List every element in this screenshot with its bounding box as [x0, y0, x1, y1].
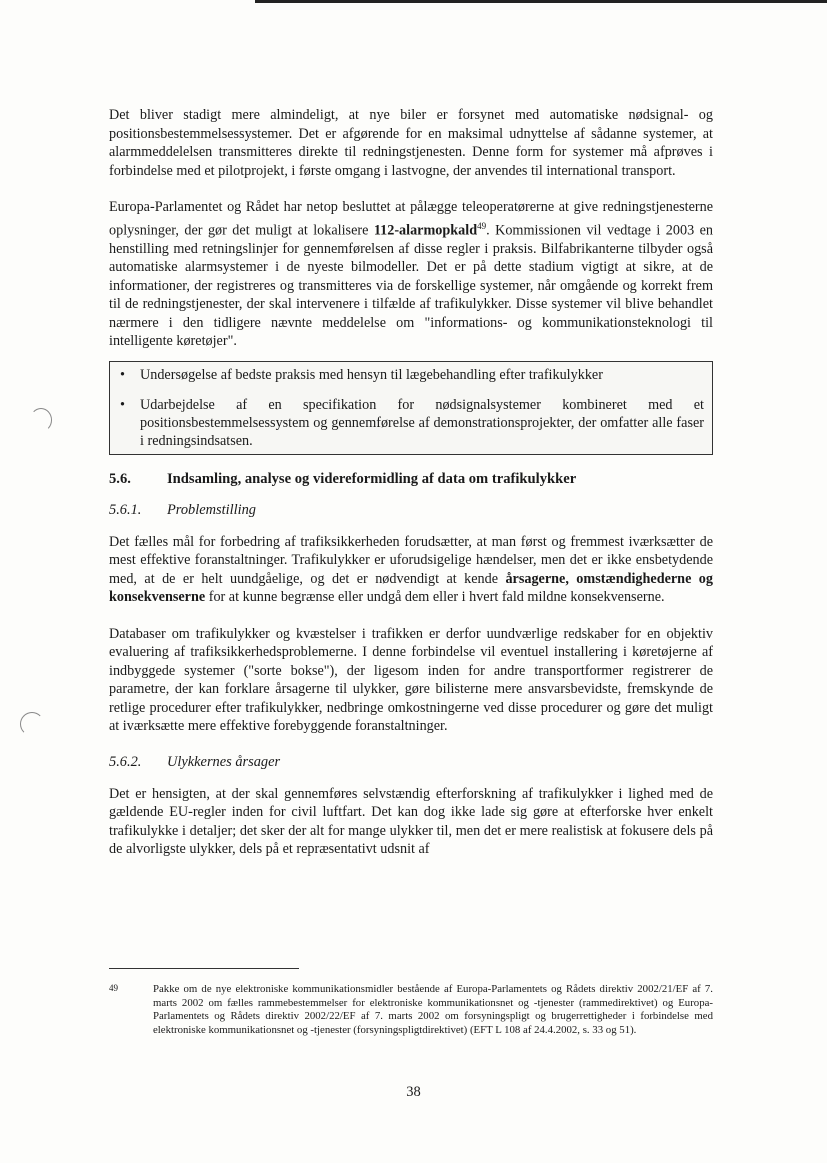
- action-item-1: [120, 366, 704, 384]
- footnote-text: Pakke om de nye elektroniske kommunikationsmidler bestående af Europa-Parlamentets og Rådets direktiv 2002/21/EF af 7. marts 2002 om fælles rammebestemmelser for elektroniske kommunikationsnet og -tjenester (rammedirektivet) og Europa-Parlamentets og Rådets direktiv 2002/22/EF af 7. marts 2002 om forsyningspligt og brugerrettigheder i forbindelse med elektroniske kommunikationsnet og -tjenester (forsyningspligtdirektivet) (EFT L 108 af 24.4.2002, s. 33 og 51).: [153, 983, 713, 1036]
- subsection-number: 5.6.2.: [109, 753, 142, 770]
- paragraph-5: Det er hensigten, at der skal gennemføres selvstændig efterforskning af trafikulykker i lighed med de gældende EU-regler inden for civil luftfart. Det kan dog ikke lade sig gøre at efterforske hver enkelt trafikulykke i detaljer; det sker der alt for mange ulykker til, men det er mere realistisk at fokusere dels på de alvorligste ulykker, dels på et repræsentativt udsnit af: [109, 785, 713, 858]
- bullet-1: •: [120, 366, 125, 383]
- causes-term: årsagerne, omstændighederne og konsekvenserne: [109, 570, 713, 606]
- action-box: [109, 361, 713, 455]
- footnote-separator: [109, 968, 299, 969]
- section-title: Indsamling, analyse og videreformidling af data om trafikulykker: [167, 470, 577, 487]
- subsection-title: Problemstilling: [167, 501, 257, 518]
- bullet-2: •: [120, 396, 125, 413]
- action-item-1-text: Undersøgelse af bedste praksis med hensyn til lægebehandling efter trafikulykker: [140, 366, 603, 383]
- subsection-heading-5-6-2: [109, 754, 713, 771]
- action-item-2-text: Udarbejdelse af en specifikation for nødsignalsystemer kombineret med et positionsbestemmelsessystem og gennemførelse af demonstrationsprojekter, der omfatter alle faser i redningsindsatsen.: [140, 396, 704, 449]
- subsection-number: 5.6.1.: [109, 501, 142, 518]
- paragraph-2-start: Europa-Parlamentet og Rådet har netop besluttet at pålægge teleoperatørerne at give redningstjenesterne oplysninger, der gør det muligt at lokalisere: [109, 199, 713, 239]
- section-heading-5-6: [109, 471, 713, 488]
- paragraph-2-end: . Kommissionen vil vedtage i 2003 en henstilling med retningslinjer for gennemførelsen af disse regler i praksis. Bilfabrikanterne tilbyder også automatiske alarmsystemer i de nyeste bilmodeller. Det er på dette stadium vigtigt at sikre, at de informationer, der registreres og transmitteres via de forskellige systemer, når omgående og korrekt frem til de redningstjenester, der skal intervenere i tilfælde af trafikulykker. Disse systemer vil blive behandlet nærmere i den tidligere nævnte meddelelse om "informations- og kommunikationsteknologi til intelligente køretøjer".: [109, 222, 713, 350]
- scan-mark-1: [30, 408, 52, 432]
- paragraph-1: Det bliver stadigt mere almindeligt, at nye biler er forsynet med automatiske nødsignal- og positionsbestemmelsessystemer. Det er afgørende for en maksimal udnyttelse af sådanne systemer, at alarmmeddelelsen transmitteres direkte til redningstjenesten. Denne form for systemer må afprøves i forbindelse med et pilotprojekt, i første omgang i lastvogne, der anvendes til international transport.: [109, 107, 713, 179]
- scan-mark-2: [20, 712, 44, 736]
- footnote-49: [109, 983, 713, 1037]
- footnote-ref-49: 49: [477, 220, 487, 231]
- page-number: 38: [406, 1084, 421, 1100]
- paragraph-2: [109, 198, 713, 351]
- paragraph-3: [109, 533, 713, 607]
- section-number: 5.6.: [109, 470, 131, 487]
- page-content: [109, 106, 713, 859]
- paragraph-3-end: for at kunne begrænse eller undgå dem eller i hvert fald mildne konsekvenserne.: [205, 589, 665, 606]
- alarm-call-term: 112-alarmopkald: [373, 222, 478, 239]
- paragraph-4: Databaser om trafikulykker og kvæstelser i trafikken er derfor uundværlige redskaber for en objektiv evaluering af trafiksikkerhedsproblemerne. I denne forbindelse vil eventuel installering i køretøjerne af indbyggede systemer ("sorte bokse"), der ligesom inden for andre transportformer registrerer de parametre, der kan forklare årsagerne til ulykker, gøre bilisterne mere ansvarsbevidste, fremskynde de retlige procedurer efter trafikulykker, nedbringe omkostningerne ved disse procedurer og gøre det muligt at iværksætte mere effektive forebyggende foranstaltninger.: [109, 625, 713, 735]
- paragraph-3-start: Det fælles mål for forbedring af trafiksikkerheden forudsætter, at man først og fremmest iværksætter de mest effektive foranstaltninger. Trafikulykker er uforudsigelige hændelser, men det er ikke ensbetydende med, at de er helt uundgåelige, og det er nødvendigt at kende: [109, 533, 713, 587]
- action-item-2: [120, 396, 704, 450]
- footnote-mark: 49: [109, 983, 118, 993]
- subsection-heading-5-6-1: [109, 502, 713, 519]
- subsection-title: Ulykkernes årsager: [167, 753, 281, 770]
- top-border-line: [255, 0, 827, 3]
